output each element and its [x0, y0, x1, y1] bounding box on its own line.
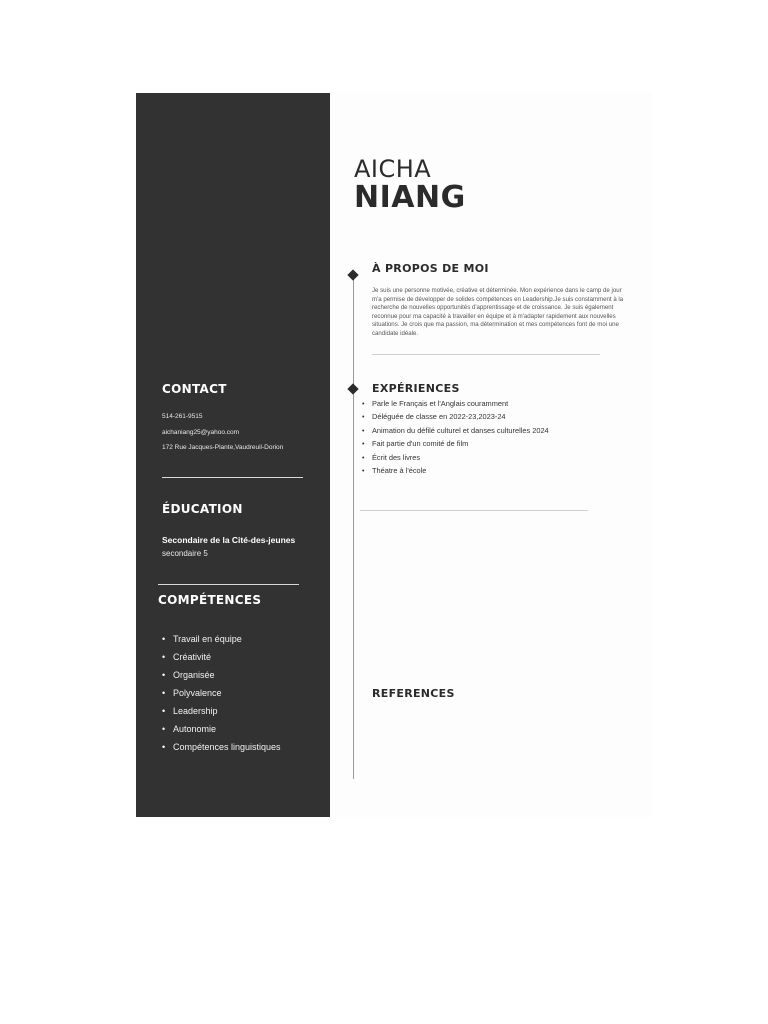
experience-item: • Parle le Français et l'Anglais couramment [362, 399, 509, 408]
contact-divider [162, 477, 303, 478]
education-level: secondaire 5 [162, 549, 208, 558]
skill-item: • Travail en équipe [162, 634, 242, 644]
skill-item: • Leadership [162, 706, 218, 716]
sidebar [136, 93, 330, 817]
timeline-line [353, 275, 354, 779]
about-divider [372, 354, 600, 355]
about-text: Je suis une personne motivée, créative et déterminée. Mon expérience dans le camp de jour m'a permise de développer de solides compétences en Leadership.Je suis constamment à la recherche de nouvelles opportunités d'apprentissage et de croissance. Je suis également reconnue pour ma capacité à travailler en équipe et à m'adapter rapidement aux nouvelles situations. Je crois que ma passion, ma détermination et mes compétences font de moi une candidate idéale. [372, 287, 624, 337]
skill-item: • Autonomie [162, 724, 217, 734]
experience-diamond-icon [347, 383, 358, 394]
experience-item: • Théatre à l'école [362, 465, 427, 475]
contact-email: aichaniang25@yahoo.com [162, 429, 240, 436]
last-name: NIANG [354, 180, 466, 215]
first-name: AICHA [354, 155, 432, 183]
about-diamond-icon [347, 269, 358, 280]
experience-item: • Déléguée de classe en 2022-23,2023-24 [362, 412, 506, 422]
skills-list [162, 632, 281, 758]
education-school: Secondaire de la Cité-des-jeunes [162, 535, 296, 545]
contact-address: 172 Rue Jacques-Plante,Vaudreuil-Dorion [162, 444, 284, 451]
education-heading: ÉDUCATION [162, 502, 243, 516]
skill-item: • Créativité [162, 652, 212, 662]
experience-item: • Animation du défilé culturel et danses culturelles 2024 [362, 425, 549, 435]
skill-item: • Organisée [162, 670, 215, 680]
experience-item: • Écrit des livres [362, 452, 421, 462]
about-heading: À PROPOS DE MOI [372, 262, 489, 275]
experience-list [362, 399, 549, 479]
experience-item: • Fait partie d'un comité de film [362, 439, 469, 449]
education-divider [158, 584, 299, 585]
skills-heading: COMPÉTENCES [158, 593, 262, 607]
resume-page [136, 93, 653, 817]
skill-item: • Compétences linguistiques [162, 742, 281, 752]
contact-heading: CONTACT [162, 382, 227, 396]
references-heading: REFERENCES [372, 687, 455, 700]
contact-phone: 514-261-9515 [162, 413, 203, 420]
skill-item: • Polyvalence [162, 688, 222, 698]
experience-divider [360, 510, 588, 511]
experience-heading: EXPÉRIENCES [372, 382, 460, 395]
